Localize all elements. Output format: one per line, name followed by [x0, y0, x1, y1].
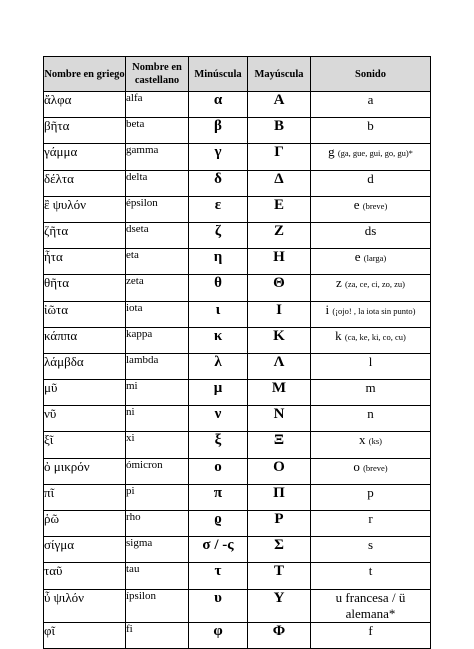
uppercase-letter-cell: Τ [248, 563, 311, 589]
spanish-name-cell: ípsilon [126, 589, 189, 622]
sound-value: g [328, 144, 335, 160]
greek-name-cell: σίγμα [44, 537, 126, 563]
sound-note: (¡ojo! , la iota sin punto) [332, 305, 416, 316]
greek-name-cell: ταῦ [44, 563, 126, 589]
table-body [44, 92, 431, 649]
greek-alphabet-table [43, 56, 431, 649]
uppercase-letter-cell: Α [248, 92, 311, 118]
table-header [44, 57, 431, 92]
sound-cell [311, 353, 431, 379]
uppercase-letter-cell: Υ [248, 589, 311, 622]
table-row [44, 484, 431, 510]
uppercase-letter-cell: Ν [248, 406, 311, 432]
uppercase-letter-cell: Β [248, 118, 311, 144]
table-row [44, 92, 431, 118]
uppercase-letter-cell: Π [248, 484, 311, 510]
lowercase-letter-cell: φ [189, 622, 248, 648]
sound-note: (za, ce, ci, zo, zu) [345, 279, 405, 290]
greek-name-cell: νῦ [44, 406, 126, 432]
spanish-name-cell: mi [126, 380, 189, 406]
spanish-name-cell: tau [126, 563, 189, 589]
lowercase-letter-cell: κ [189, 327, 248, 353]
uppercase-letter-cell: Ο [248, 458, 311, 484]
uppercase-letter-cell: Ε [248, 196, 311, 222]
sound-cell [311, 249, 431, 275]
uppercase-letter-cell: Σ [248, 537, 311, 563]
table-row [44, 196, 431, 222]
uppercase-letter-cell: Μ [248, 380, 311, 406]
greek-name-cell: λάμβδα [44, 353, 126, 379]
header-lowercase: Minúscula [189, 57, 248, 92]
uppercase-letter-cell: Θ [248, 275, 311, 301]
greek-name-cell: ζῆτα [44, 222, 126, 248]
sound-value: r [368, 511, 373, 526]
header-sound: Sonido [311, 57, 431, 92]
greek-name-cell: ξῖ [44, 432, 126, 458]
sound-note: (ks) [368, 436, 382, 447]
lowercase-letter-cell: μ [189, 380, 248, 406]
lowercase-letter-cell: π [189, 484, 248, 510]
lowercase-letter-cell: ζ [189, 222, 248, 248]
sound-value: p [367, 484, 374, 500]
table-row [44, 170, 431, 196]
header-spanish-name: Nombre en castellano [126, 57, 189, 92]
spanish-name-cell: ni [126, 406, 189, 432]
sound-note: (ca, ke, ki, co, cu) [344, 331, 406, 342]
spanish-name-cell: gamma [126, 144, 189, 170]
lowercase-letter-cell: ϱ [189, 511, 248, 537]
sound-cell [311, 222, 431, 248]
table-row [44, 144, 431, 170]
sound-cell [311, 622, 431, 648]
table-row [44, 301, 431, 327]
lowercase-letter-cell: ο [189, 458, 248, 484]
sound-cell [311, 144, 431, 170]
sound-value: a [367, 92, 374, 107]
lowercase-letter-cell: θ [189, 275, 248, 301]
greek-name-cell: δέλτα [44, 170, 126, 196]
table-row [44, 380, 431, 406]
sound-cell [311, 432, 431, 458]
greek-name-cell: πῖ [44, 484, 126, 510]
uppercase-letter-cell: Γ [248, 144, 311, 170]
sound-cell [311, 406, 431, 432]
sound-cell [311, 92, 431, 118]
sound-note: (breve) [363, 462, 388, 473]
sound-value: n [367, 406, 374, 422]
table-row [44, 275, 431, 301]
table-row [44, 406, 431, 432]
sound-note: (breve) [362, 200, 388, 211]
spanish-name-cell: fi [126, 622, 189, 648]
uppercase-letter-cell: Ρ [248, 511, 311, 537]
sound-value: f [368, 622, 373, 638]
sound-cell [311, 275, 431, 301]
spanish-name-cell: rho [126, 511, 189, 537]
sound-value: e [353, 196, 360, 212]
sound-cell [311, 589, 431, 622]
sound-value: u francesa / ü alemana* [335, 589, 406, 621]
lowercase-letter-cell: α [189, 92, 248, 118]
table-row [44, 249, 431, 275]
greek-name-cell: θῆτα [44, 275, 126, 301]
lowercase-letter-cell: ι [189, 301, 248, 327]
sound-note: (ga, gue, gui, go, gu)* [337, 148, 413, 159]
sound-value: d [367, 170, 374, 186]
lowercase-letter-cell: υ [189, 589, 248, 622]
sound-cell [311, 170, 431, 196]
uppercase-letter-cell: Δ [248, 170, 311, 196]
sound-value: x [359, 432, 366, 448]
greek-name-cell: ὀ μικρόν [44, 458, 126, 484]
greek-name-cell: ὖ ψιλόν [44, 589, 126, 622]
sound-cell [311, 301, 431, 327]
uppercase-letter-cell: Η [248, 249, 311, 275]
spanish-name-cell: delta [126, 170, 189, 196]
uppercase-letter-cell: Ι [248, 301, 311, 327]
table-row [44, 432, 431, 458]
spanish-name-cell: ómicron [126, 458, 189, 484]
table-row [44, 537, 431, 563]
spanish-name-cell: dseta [126, 222, 189, 248]
table-row [44, 511, 431, 537]
greek-name-cell: φῖ [44, 622, 126, 648]
sound-cell [311, 563, 431, 589]
sound-note: (larga) [363, 253, 387, 264]
sound-cell [311, 380, 431, 406]
greek-name-cell: βῆτα [44, 118, 126, 144]
sound-cell [311, 511, 431, 537]
sound-value: s [367, 537, 374, 553]
sound-value: z [336, 275, 342, 291]
spanish-name-cell: xi [126, 432, 189, 458]
spanish-name-cell: lambda [126, 353, 189, 379]
table-row [44, 458, 431, 484]
spanish-name-cell: beta [126, 118, 189, 144]
greek-name-cell: ἄλφα [44, 92, 126, 118]
uppercase-letter-cell: Λ [248, 353, 311, 379]
uppercase-letter-cell: Ξ [248, 432, 311, 458]
table-row [44, 222, 431, 248]
sound-cell [311, 458, 431, 484]
sound-cell [311, 196, 431, 222]
sound-value: i [325, 301, 330, 317]
header-uppercase: Mayúscula [248, 57, 311, 92]
uppercase-letter-cell: Φ [248, 622, 311, 648]
spanish-name-cell: épsilon [126, 196, 189, 222]
lowercase-letter-cell: ν [189, 406, 248, 432]
greek-name-cell: γάμμα [44, 144, 126, 170]
sound-cell [311, 484, 431, 510]
table-row [44, 622, 431, 648]
spanish-name-cell: pi [126, 484, 189, 510]
greek-name-cell: ἰῶτα [44, 301, 126, 327]
lowercase-letter-cell: τ [189, 563, 248, 589]
lowercase-letter-cell: β [189, 118, 248, 144]
lowercase-letter-cell: η [189, 249, 248, 275]
sound-value: ds [364, 222, 377, 238]
uppercase-letter-cell: Κ [248, 327, 311, 353]
sound-value: b [367, 118, 374, 134]
sound-value: k [335, 327, 342, 343]
sound-value: l [368, 353, 373, 369]
table-row [44, 589, 431, 622]
lowercase-letter-cell: ξ [189, 432, 248, 458]
spanish-name-cell: eta [126, 249, 189, 275]
greek-name-cell: μῦ [44, 380, 126, 406]
sound-value: m [365, 380, 376, 396]
sound-value: o [353, 458, 360, 474]
lowercase-letter-cell: σ / -ς [189, 537, 248, 563]
sound-value: e [354, 249, 361, 265]
table-row [44, 353, 431, 379]
table-row [44, 563, 431, 589]
greek-name-cell: κάππα [44, 327, 126, 353]
table-row [44, 118, 431, 144]
greek-name-cell: ἦτα [44, 249, 126, 275]
spanish-name-cell: alfa [126, 92, 189, 118]
lowercase-letter-cell: λ [189, 353, 248, 379]
greek-name-cell: ῥῶ [44, 511, 126, 537]
uppercase-letter-cell: Ζ [248, 222, 311, 248]
sound-value: t [368, 563, 373, 579]
lowercase-letter-cell: ε [189, 196, 248, 222]
header-greek-name: Nombre en griego [44, 57, 126, 92]
lowercase-letter-cell: γ [189, 144, 248, 170]
sound-cell [311, 118, 431, 144]
table-row [44, 327, 431, 353]
greek-name-cell: ἒ ψυλόν [44, 196, 126, 222]
sound-cell [311, 327, 431, 353]
spanish-name-cell: kappa [126, 327, 189, 353]
header-row [44, 57, 431, 92]
spanish-name-cell: iota [126, 301, 189, 327]
spanish-name-cell: zeta [126, 275, 189, 301]
sound-cell [311, 537, 431, 563]
lowercase-letter-cell: δ [189, 170, 248, 196]
spanish-name-cell: sigma [126, 537, 189, 563]
